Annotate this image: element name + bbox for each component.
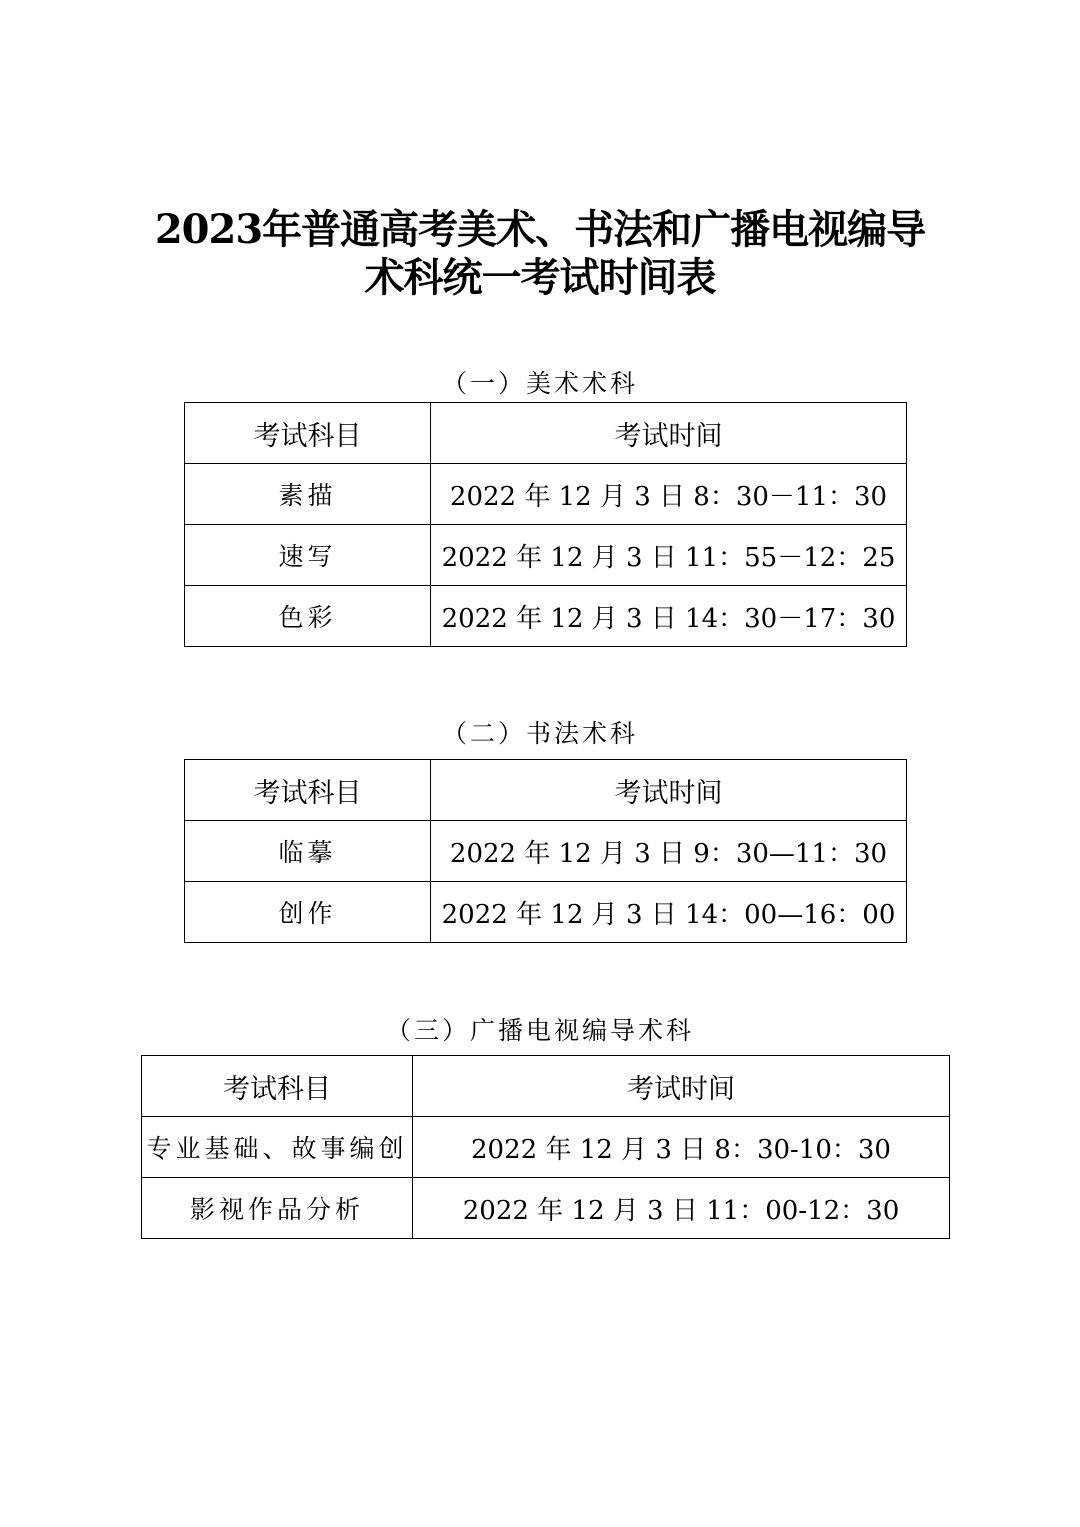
subject-cell: 素描: [185, 464, 431, 525]
calligraphy-schedule-table: [184, 759, 907, 943]
subject-cell: 速写: [185, 525, 431, 586]
subject-cell: 色彩: [185, 586, 431, 647]
header-time: 考试时间: [413, 1056, 950, 1117]
table-row: [142, 1178, 950, 1239]
table-row: [185, 464, 907, 525]
table-row: [142, 1117, 950, 1178]
document-title: [0, 206, 1080, 302]
time-cell: 2022 年 12 月 3 日 8：30－11：30: [431, 464, 907, 525]
table-row: [185, 821, 907, 882]
table-header-row: [185, 403, 907, 464]
section-caption-art: （一）美术术科: [441, 369, 638, 398]
art-schedule-table: [184, 402, 907, 647]
table-row: [185, 525, 907, 586]
subject-cell: 影视作品分析: [142, 1178, 413, 1239]
header-subject: 考试科目: [185, 403, 431, 464]
table-header-row: [142, 1056, 950, 1117]
title-line-2: 术科统一考试时间表: [364, 254, 716, 301]
header-time: 考试时间: [431, 403, 907, 464]
section-caption-calligraphy: （二）书法术科: [441, 719, 638, 748]
time-cell: 2022 年 12 月 3 日 8：30-10：30: [413, 1117, 950, 1178]
time-cell: 2022 年 12 月 3 日 14：30－17：30: [431, 586, 907, 647]
time-cell: 2022 年 12 月 3 日 14：00—16：00: [431, 882, 907, 943]
header-subject: 考试科目: [185, 760, 431, 821]
section-caption-broadcast: （三）广播电视编导术科: [385, 1016, 694, 1045]
subject-cell: 专业基础、故事编创: [142, 1117, 413, 1178]
table-row: [185, 882, 907, 943]
subject-cell: 临摹: [185, 821, 431, 882]
header-time: 考试时间: [431, 760, 907, 821]
table-row: [185, 586, 907, 647]
title-line-1: 2023年普通高考美术、书法和广播电视编导: [154, 206, 926, 253]
time-cell: 2022 年 12 月 3 日 11：55－12：25: [431, 525, 907, 586]
time-cell: 2022 年 12 月 3 日 9：30—11：30: [431, 821, 907, 882]
header-subject: 考试科目: [142, 1056, 413, 1117]
broadcast-schedule-table: [141, 1055, 950, 1239]
time-cell: 2022 年 12 月 3 日 11：00-12：30: [413, 1178, 950, 1239]
subject-cell: 创作: [185, 882, 431, 943]
table-header-row: [185, 760, 907, 821]
